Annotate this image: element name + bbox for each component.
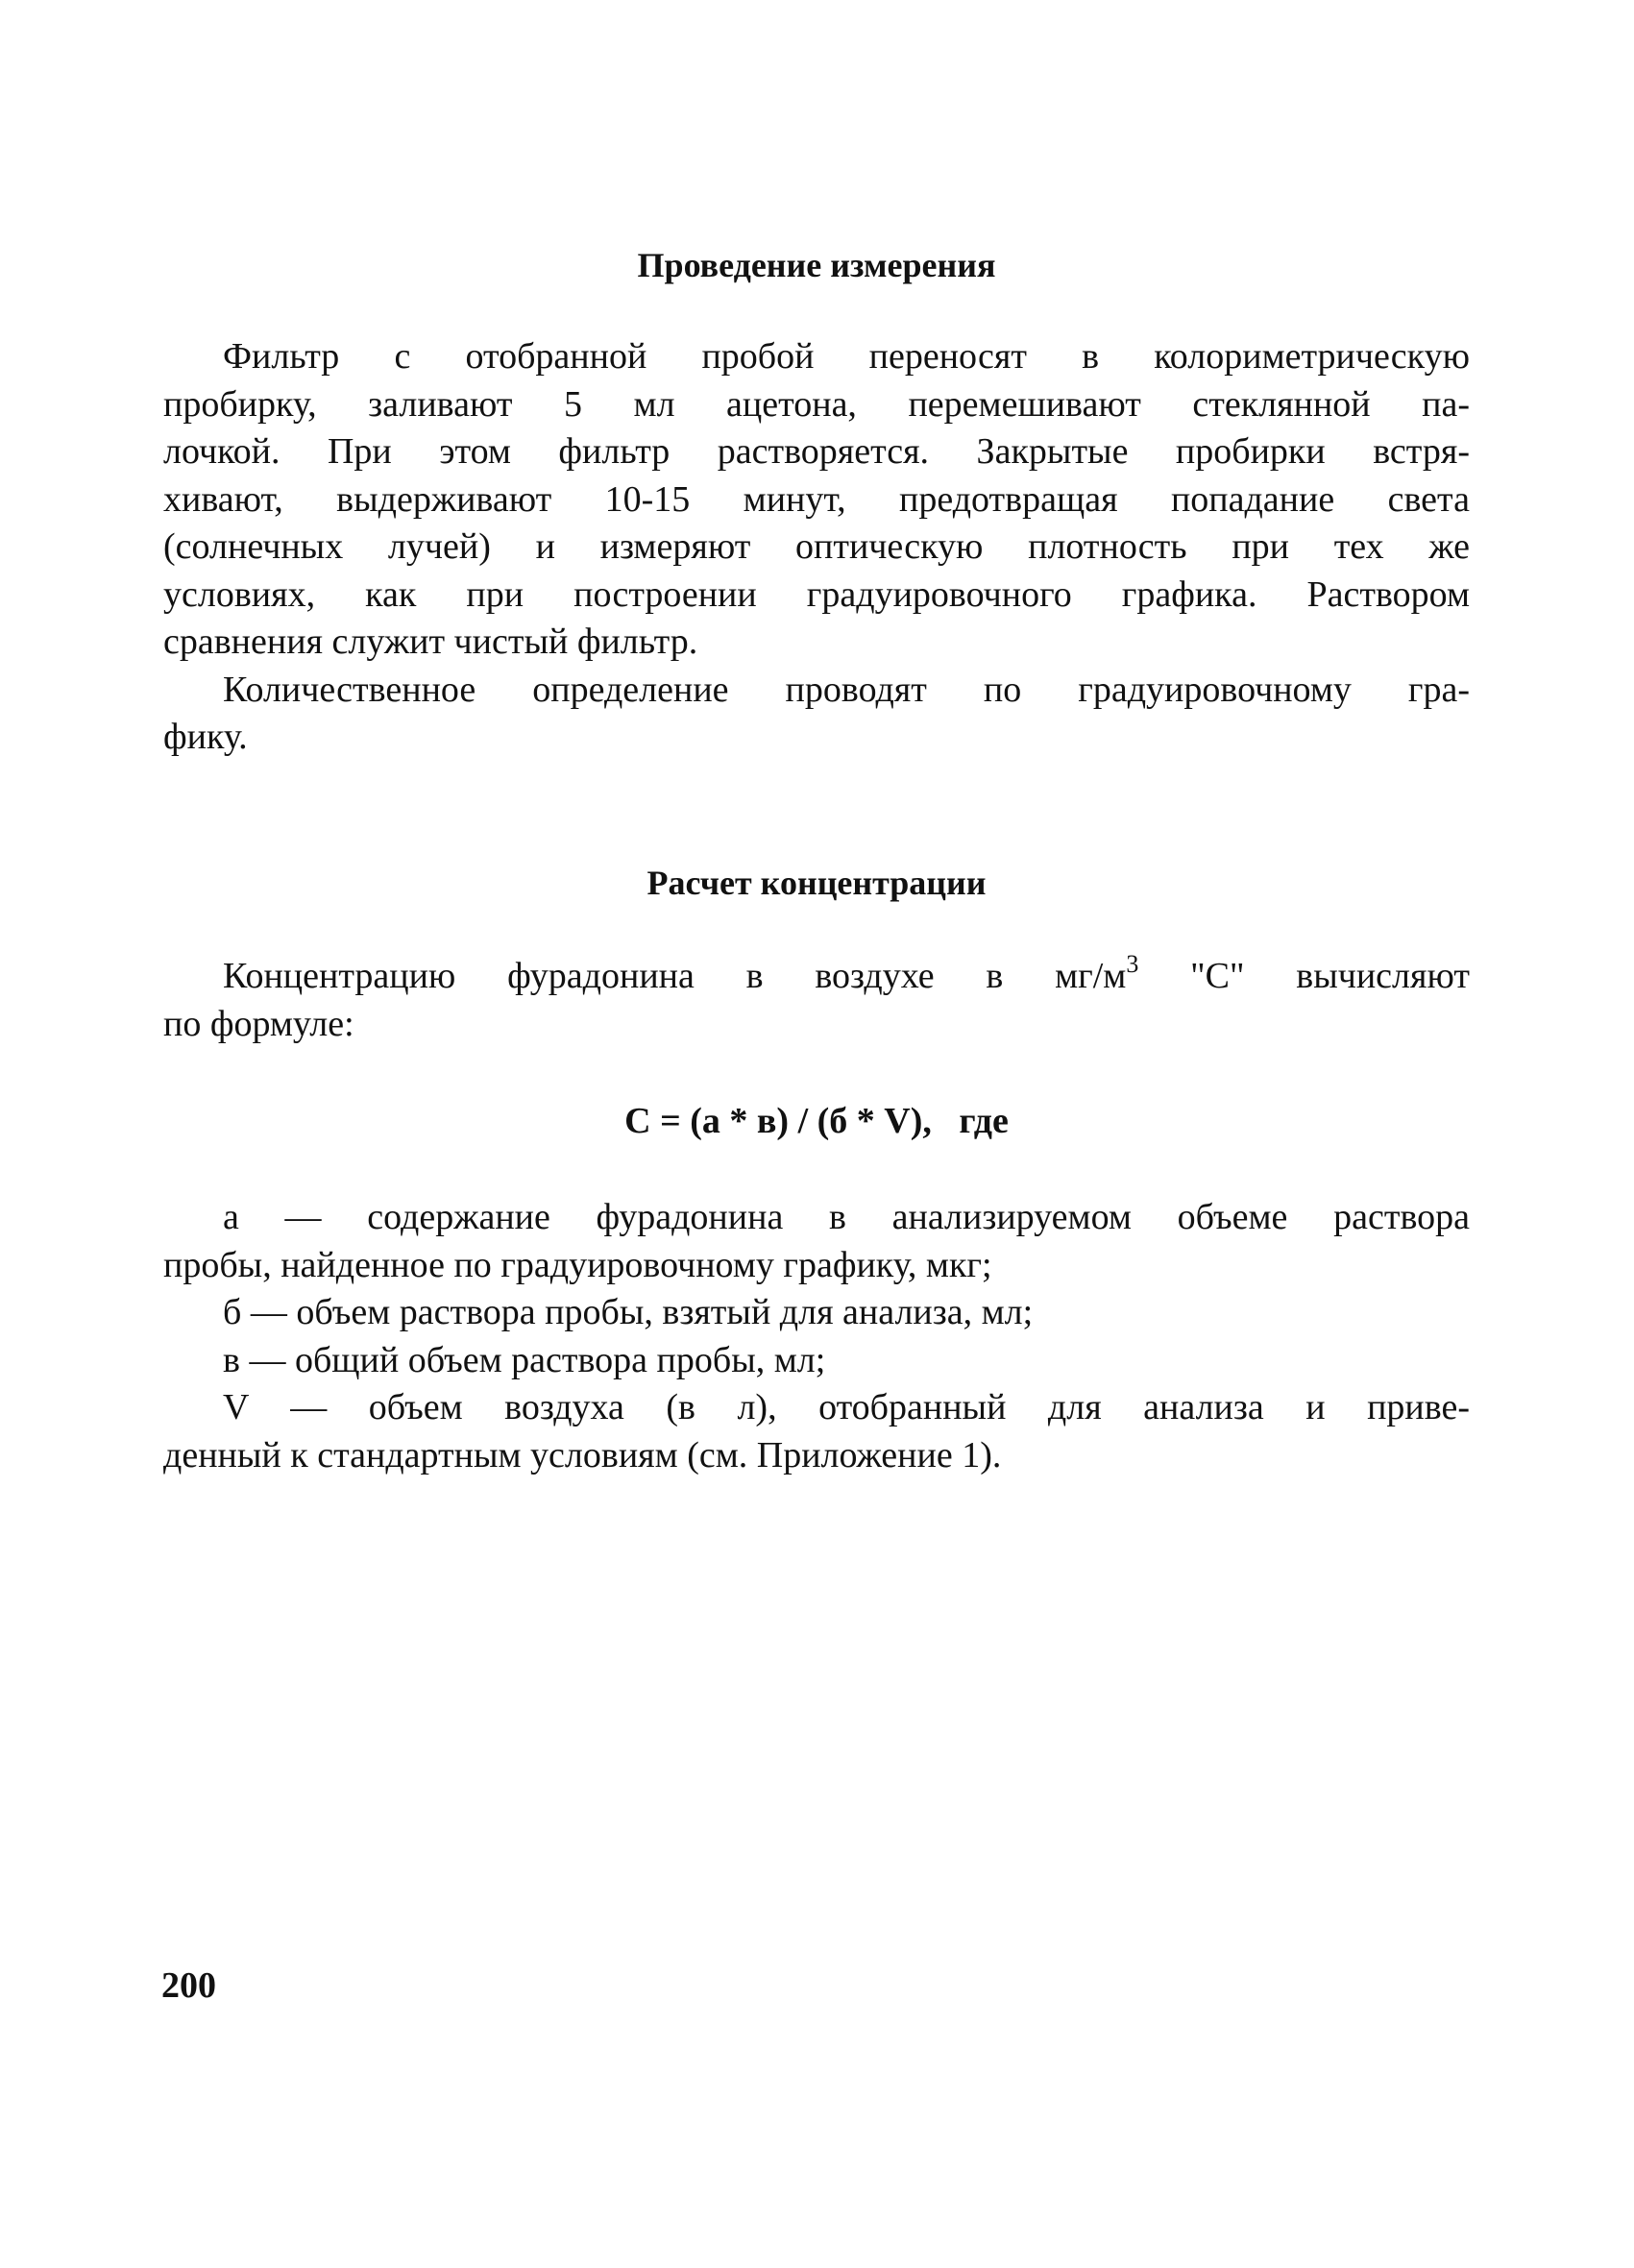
text-line: б — объем раствора пробы, взятый для анализа, мл; xyxy=(223,1292,1034,1332)
formula: С = (а * в) / (б * V), где xyxy=(624,1101,1009,1141)
paragraph-intro xyxy=(163,950,1470,1048)
text-line xyxy=(163,950,1470,1001)
text-line: пробы, найденное по градуировочному графику, мкг; xyxy=(163,1244,992,1285)
text-line: V — объем воздуха (в л), отобранный для анализа и приве- xyxy=(223,1387,1470,1427)
superscript: 3 xyxy=(1126,950,1139,978)
intro-text-pre: Концентрацию фурадонина в воздухе в мг/м xyxy=(223,956,1127,996)
page-number: 200 xyxy=(161,1965,216,2006)
text-line: по формуле: xyxy=(163,1003,354,1044)
text-line: денный к стандартным условиям (см. Приложение 1). xyxy=(163,1434,1002,1475)
definition-a xyxy=(163,1194,1470,1289)
definition-v xyxy=(163,1337,1470,1385)
text-line: лочкой. При этом фильтр растворяется. Закрытые пробирки встря- xyxy=(163,431,1470,472)
definition-volume xyxy=(163,1384,1470,1479)
section-heading-measurement: Проведение измерения xyxy=(637,246,996,284)
intro-text-post: "С" вычисляют xyxy=(1138,956,1470,996)
text-line: (солнечных лучей) и измеряют оптическую плотность при тех же xyxy=(163,526,1470,567)
text-line: Количественное определение проводят по градуировочному гра- xyxy=(223,669,1470,710)
section-heading-calculation: Расчет концентрации xyxy=(646,864,987,902)
text-line: пробирку, заливают 5 мл ацетона, перемешивают стеклянной па- xyxy=(163,383,1470,425)
definition-b xyxy=(163,1289,1470,1337)
text-line: Фильтр с отобранной пробой переносят в колориметрическую xyxy=(223,336,1470,377)
paragraph-procedure xyxy=(163,333,1470,667)
definitions-list xyxy=(163,1194,1470,1479)
measurement-paragraph xyxy=(163,333,1470,762)
text-line: хивают, выдерживают 10-15 минут, предотвращая попадание света xyxy=(163,478,1470,520)
text-line: сравнения служит чистый фильтр. xyxy=(163,622,698,662)
text-line: условиях, как при построении градуировочного графика. Раствором xyxy=(163,573,1470,615)
text-line: в — общий объем раствора пробы, мл; xyxy=(223,1339,826,1380)
calculation-intro xyxy=(163,950,1470,1048)
paragraph-quantitative xyxy=(163,667,1470,762)
text-line: фику. xyxy=(163,717,248,757)
text-line: а — содержание фурадонина в анализируемом объеме раствора xyxy=(223,1197,1470,1237)
